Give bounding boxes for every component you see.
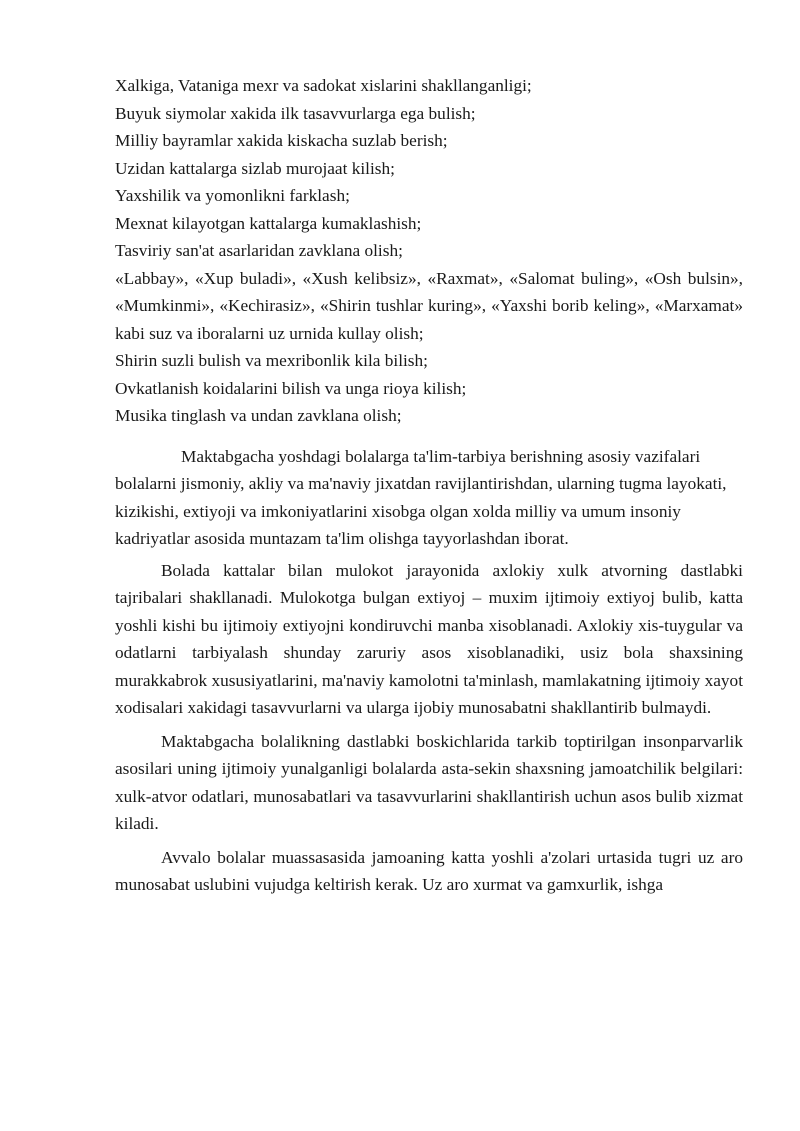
paragraph-humanism: Maktabgacha bolalikning dastlabki boskichlarida tarkib toptirilgan insonparvarlik asosilari uning ijtimoiy yunalganligi bolalarda asta-sekin shaxsning jamoatchilik belgilari: xulk-atvor odatlari, munosabatlari va tasavvurlarini shakllantirish uchun asos bulib xizmat kiladi. <box>115 731 743 833</box>
list-item: Milliy bayramlar xakida kiskacha suzlab berish; <box>115 131 448 150</box>
list-item: Buyuk siymolar xakida ilk tasavvurlarga ega bulish; <box>115 103 476 123</box>
page-body <box>115 72 743 899</box>
paragraph-tasks: Maktabgacha yoshdagi bolalarga ta'lim-tarbiya berishning asosiy vazifalari bolalarni jismoniy, akliy va ma'naviy jixatdan ravijlantirishdan, ularning tugma layokati, kizikishi, extiyoji va imkoniyatlarini xisobga olgan xolda milliy va umum insoniy kadriyatlar asosida muntazam ta'lim olishga tayyorlashdan iborat. <box>115 446 727 548</box>
list-item-phrases: «Labbay», «Xup buladi», «Xush kelibsiz», «Raxmat», «Salomat buling», «Osh bulsin», «Mumkinmi», «Kechirasiz», «Shirin tushlar kuring», «Yaxshi borib keling», «Marxamat» kabi suz va iboralarni uz urnida kullay olish; <box>115 268 743 343</box>
list-item: Shirin suzli bulish va mexribonlik kila bilish; <box>115 351 428 370</box>
list-item: Ovkatlanish koidalarini bilish va unga rioya kilish; <box>115 378 467 398</box>
list-item: Mexnat kilayotgan kattalarga kumaklashish; <box>115 213 422 233</box>
list-item: Tasviriy san'at asarlaridan zavklana olish; <box>115 241 403 260</box>
list-item: Uzidan kattalarga sizlab murojaat kilish; <box>115 158 395 178</box>
list-item: Xalkiga, Vataniga mexr va sadokat xislarini shakllanganligi; <box>115 76 532 95</box>
list-item: Yaxshilik va yomonlikni farklash; <box>115 186 350 205</box>
paragraph-relations: Avvalo bolalar muassasasida jamoaning katta yoshli a'zolari urtasida tugri uz aro munosabat uslubini vujudga keltirish kerak. Uz aro xurmat va gamxurlik, ishga <box>115 847 743 894</box>
paragraph-communication: Bolada kattalar bilan mulokot jarayonida axlokiy xulk atvorning dastlabki tajribalari shakllanadi. Mulokotga bulgan extiyoj – muxim ijtimoiy extiyoj bulib, katta yoshli kishi bu ijtimoiy extiyojni kondiruvchi manba xisoblanadi. Axlokiy xis-tuygular va odatlarni tarbiyalash shunday zaruriy asos xisoblanadiki, usiz bola shaxsining murakkabrok xususiyatlarini, ma'naviy kamolotni ta'minlash, mamlakatning ijtimoiy xayot xodisalari xakidagi tasavvurlarni va ularga ijobiy munosabatni shakllantirib bulmaydi. <box>115 560 743 717</box>
list-item: Musika tinglash va undan zavklana olish; <box>115 406 402 425</box>
